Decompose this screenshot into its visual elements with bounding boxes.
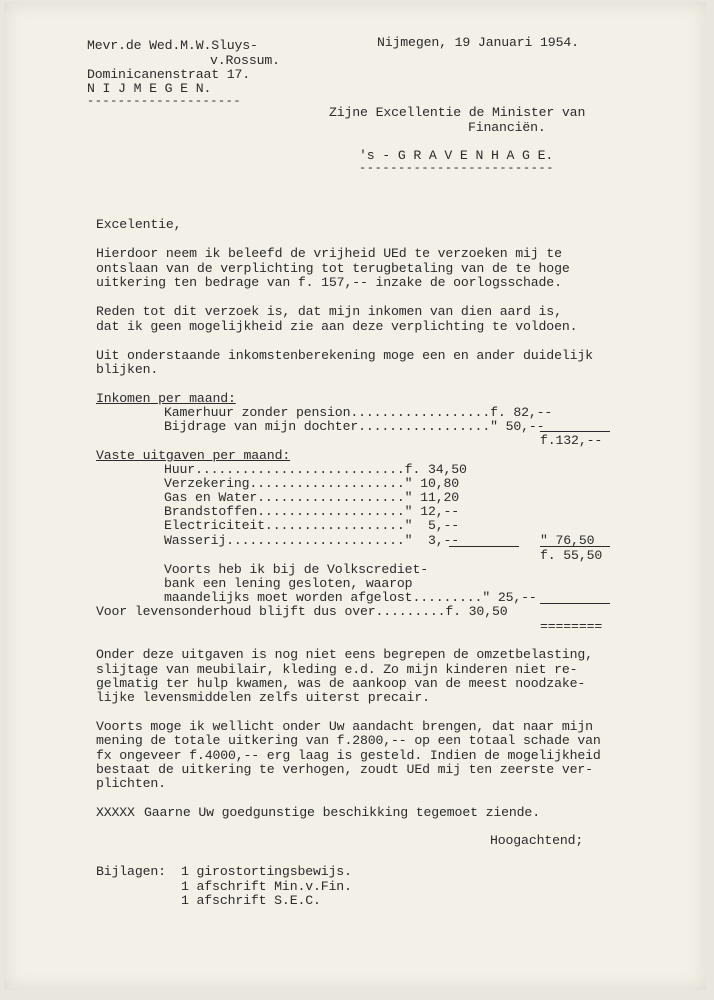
paragraph-line: Uit onderstaande inkomstenberekening moge een en ander duidelijk <box>96 348 593 363</box>
recipient-city: 's - G R A V E N H A G E. <box>359 148 554 163</box>
paragraph-line: Voorts moge ik wellicht onder Uw aandacht brengen, dat naar mijn <box>96 719 593 734</box>
loan-line: bank een lening gesloten, waarop <box>164 576 413 591</box>
letter-page <box>4 2 706 990</box>
loan-sum-rule <box>540 603 610 604</box>
sender-name-cont: v.Rossum. <box>210 53 280 68</box>
expenses-total: " 76,50 <box>540 533 595 548</box>
closing: Hoogachtend; <box>490 833 584 848</box>
sender-name: Mevr.de Wed.M.W.Sluys- <box>87 38 258 53</box>
paragraph-line: blijken. <box>96 362 159 377</box>
loan-line: maandelijks moet worden afgelost........." 25,-- <box>164 590 537 605</box>
remaining-rule <box>540 546 610 547</box>
living-line: Voor levensonderhoud blijft dus over.........f. 30,50 <box>96 604 508 619</box>
paragraph-line: ontslaan van de verplichting tot terugbetaling van de te hoge <box>96 261 570 276</box>
paragraph-line: bestaat de uitkering te verhogen, zoudt UEd mij ten zeerste ver- <box>96 762 593 777</box>
sender-city: N I J M E G E N. <box>87 81 212 96</box>
expense-line: Verzekering...................." 10,80 <box>164 476 460 491</box>
paragraph-line: fx ongeveer f.4000,-- erg laag is gesteld. Indien de mogelijkheid <box>96 748 601 763</box>
salutation: Excelentie, <box>96 217 182 232</box>
expense-line: Huur...........................f. 34,50 <box>164 462 467 477</box>
paragraph-line: dat ik geen mogelijkheid zie aan deze verplichting te voldoen. <box>96 319 578 334</box>
recipient-rule: ------------------------- <box>359 161 555 175</box>
income-line: Kamerhuur zonder pension..................f. 82,-- <box>164 405 553 420</box>
paragraph-line: slijtage van meubilair, kleding e.d. Zo mijn kinderen niet re- <box>96 662 578 677</box>
recipient-ministry: Financiën. <box>468 120 546 135</box>
expense-line: Gas en Water..................." 11,20 <box>164 490 460 505</box>
expense-line: Wasserij......................." 3,-- <box>164 533 460 548</box>
paragraph-line: gelmatig ter hulp kwamen, was de aankoop van de meest noodzake- <box>96 676 586 691</box>
income-header: Inkomen per maand: <box>96 391 236 406</box>
remaining-amount: f. 55,50 <box>540 548 603 563</box>
paragraph-line: uitkering ten bedrage van f. 157,-- inzake de oorlogsschade. <box>96 275 562 290</box>
final-double-rule: ======== <box>540 619 603 634</box>
sender-street: Dominicanenstraat 17. <box>87 67 251 82</box>
expense-sum-rule <box>449 546 519 547</box>
paragraph-line: plichten. <box>96 776 166 791</box>
attachment-item: 1 afschrift S.E.C. <box>181 893 321 908</box>
paragraph-line: Hierdoor neem ik beleefd de vrijheid UEd te verzoeken mij te <box>96 246 562 261</box>
income-total: f.132,-- <box>540 433 603 448</box>
expense-line: Brandstoffen..................." 12,-- <box>164 504 460 519</box>
income-line: Bijdrage van mijn dochter................." 50,-- <box>164 419 545 434</box>
attachment-item: 1 afschrift Min.v.Fin. <box>181 879 352 894</box>
paragraph-line: mening de totale uitkering van f.2800,-- op een totaal schade van <box>96 733 601 748</box>
expenses-header: Vaste uitgaven per maand: <box>96 448 291 463</box>
sender-rule: -------------------- <box>87 94 242 108</box>
paragraph-line: lijke levensmiddelen zelfs uiterst precair. <box>96 690 430 705</box>
paragraph-line: Gaarne Uw goedgunstige beschikking tegemoet ziende. <box>144 805 540 820</box>
paragraph-line: Onder deze uitgaven is nog niet eens begrepen de omzetbelasting, <box>96 647 593 662</box>
paragraph-line: Reden tot dit verzoek is, dat mijn inkomen van dien aard is, <box>96 304 562 319</box>
recipient-title: Zijne Excellentie de Minister van <box>329 105 586 120</box>
struck-text: XXXXX <box>96 805 135 820</box>
attachment-item: 1 girostortingsbewijs. <box>181 864 352 879</box>
attachments-label: Bijlagen: <box>96 864 166 879</box>
income-sum-rule <box>540 431 610 432</box>
expense-line: Electriciteit.................." 5,-- <box>164 518 460 533</box>
letter-date: Nijmegen, 19 Januari 1954. <box>377 35 579 50</box>
loan-line: Voorts heb ik bij de Volkscrediet- <box>164 562 428 577</box>
